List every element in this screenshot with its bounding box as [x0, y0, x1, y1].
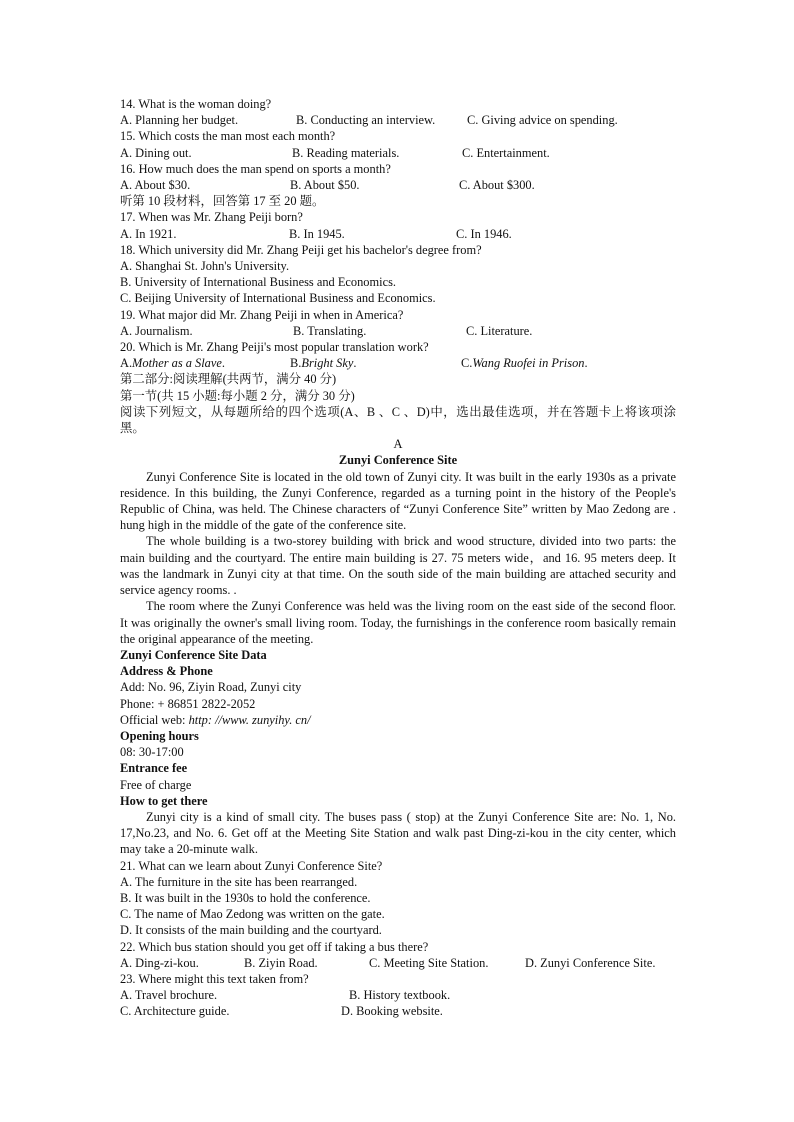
option-c: C. In 1946.	[456, 226, 512, 241]
directions-text: Zunyi city is a kind of small city. The buses pass ( stop) at the Zunyi Conference Site are: No. 1, No. 17,No.23, and No. 6. Get off at the Meeting Site Station and walk past Ding-zi-kou in the city center, which may take a 20-minute walk.	[120, 809, 676, 857]
option-b: B. It was built in the 1930s to hold the conference.	[120, 890, 371, 905]
question-17-options	[120, 226, 676, 242]
option-letter: B.	[290, 356, 302, 371]
part-2-instruction: 阅读下列短文，从每题所给的四个选项(A、B 、C 、D)中，选出最佳选项，并在答题卡上将该项涂黑。	[120, 404, 676, 436]
hours-heading: Opening hours	[120, 728, 199, 743]
question-20-stem: 20. Which is Mr. Zhang Peiji's most popular translation work?	[120, 340, 429, 355]
question-15-options	[120, 145, 676, 161]
section-10-instruction: 听第 10 段材料，回答第 17 至 20 题。	[120, 194, 325, 209]
option-a: A. About $30.	[120, 178, 191, 193]
question-16-options	[120, 177, 676, 193]
question-18-stem: 18. Which university did Mr. Zhang Peiji get his bachelor's degree from?	[120, 242, 482, 257]
option-b: B. About $50.	[290, 178, 360, 193]
option-a: A. Journalism.	[120, 323, 193, 338]
question-14-stem: 14. What is the woman doing?	[120, 97, 272, 111]
option-a: A. Travel brochure.	[120, 988, 218, 1003]
part-2-heading: 第二部分:阅读理解(共两节，满分 40 分)	[120, 372, 337, 387]
phone-text: Phone: + 86851 2822-2052	[120, 696, 256, 711]
address-text: Add: No. 96, Ziyin Road, Zunyi city	[120, 680, 302, 695]
option-b: B. Ziyin Road.	[244, 955, 318, 970]
option-a: A. Dining out.	[120, 145, 192, 160]
fee-text: Free of charge	[120, 777, 192, 792]
passage-paragraph-2: The whole building is a two-storey building with brick and wood structure, divided into two parts: the main building and the courtyard. The entire main building is 27. 75 meters wide，and 16. 95 meters deep. It was the landmark in Zunyi city at that time. On the south side of the main building are attached security and service agency rooms. .	[120, 534, 676, 598]
option-a: A. The furniture in the site has been rearranged.	[120, 874, 358, 889]
data-heading: Zunyi Conference Site Data	[120, 647, 267, 662]
part-2-section-1-heading: 第一节(共 15 小题:每小题 2 分，满分 30 分)	[120, 388, 355, 403]
question-19-stem: 19. What major did Mr. Zhang Peiji in when in America?	[120, 307, 404, 322]
option-d: D. Zunyi Conference Site.	[525, 955, 656, 970]
official-web	[120, 712, 676, 728]
question-17-stem: 17. When was Mr. Zhang Peiji born?	[120, 210, 303, 225]
option-b: B. University of International Business and Economics.	[120, 275, 396, 290]
web-label: Official web:	[120, 712, 189, 727]
question-21-stem: 21. What can we learn about Zunyi Conference Site?	[120, 858, 383, 873]
question-22-stem: 22. Which bus station should you get off if taking a bus there?	[120, 939, 429, 954]
question-19-options	[120, 323, 676, 339]
option-d: D. Booking website.	[341, 1004, 443, 1019]
hours-text: 08: 30-17:00	[120, 745, 184, 760]
option-a: A. Ding-zi-kou.	[120, 955, 199, 970]
question-20-options	[120, 355, 676, 371]
option-letter: A.	[120, 356, 133, 371]
passage-paragraph-3: The room where the Zunyi Conference was held was the living room on the east side of the second floor. It was originally the owner's small living room. Today, the furnishings in the conference room basically remain the original appearance of the meeting.	[120, 599, 676, 646]
option-punct: .	[584, 356, 588, 371]
option-c	[461, 355, 588, 371]
option-b: B. History textbook.	[349, 988, 451, 1003]
option-b: B. In 1945.	[289, 226, 345, 241]
exam-page	[120, 96, 676, 1020]
option-b: B. Translating.	[293, 323, 367, 338]
option-b: B. Reading materials.	[292, 145, 400, 160]
question-16-stem: 16. How much does the man spend on sports a month?	[120, 161, 391, 176]
question-23-stem: 23. Where might this text taken from?	[120, 971, 309, 986]
option-a: A. In 1921.	[120, 226, 177, 241]
option-punct: .	[221, 356, 225, 371]
option-a: A. Shanghai St. John's University.	[120, 259, 290, 274]
option-c: C. Architecture guide.	[120, 1004, 230, 1019]
option-a: A. Planning her budget.	[120, 113, 239, 128]
option-c: C. About $300.	[459, 178, 535, 193]
option-b	[290, 355, 461, 371]
option-letter: C.	[461, 356, 473, 371]
question-23-options	[120, 987, 676, 1003]
option-punct: .	[353, 356, 357, 371]
option-c: C. Literature.	[466, 323, 533, 338]
passage-letter: A	[393, 437, 403, 452]
work-title: Wang Ruofei in Prison	[472, 356, 585, 371]
fee-heading: Entrance fee	[120, 761, 188, 776]
passage-paragraph-1: Zunyi Conference Site is located in the old town of Zunyi city. It was built in the early 1930s as a private residence. In this building, the Zunyi Conference, regarded as a turning point in the history of the People's Republic of China, was held. The Chinese characters of “Zunyi Conference Site” written by Mao Zedong are . hung high in the middle of the gate of the conference site.	[120, 469, 676, 533]
option-c: C. Giving advice on spending.	[467, 113, 618, 128]
option-a	[120, 355, 290, 371]
option-b: B. Conducting an interview.	[296, 113, 436, 128]
directions-heading: How to get there	[120, 793, 208, 808]
question-23-options-2	[120, 1003, 676, 1019]
address-heading: Address & Phone	[120, 664, 213, 679]
work-title: Bright Sky	[301, 356, 354, 371]
option-c: C. Beijing University of International Business and Economics.	[120, 291, 436, 306]
passage-title: Zunyi Conference Site	[338, 453, 458, 468]
work-title: Mother as a Slave	[132, 356, 222, 371]
option-d: D. It consists of the main building and the courtyard.	[120, 923, 382, 938]
web-url: http: //www. zunyihy. cn/	[188, 712, 311, 727]
question-15-stem: 15. Which costs the man most each month?	[120, 129, 336, 144]
option-c: C. Meeting Site Station.	[369, 955, 489, 970]
question-22-options	[120, 955, 676, 971]
option-c: C. The name of Mao Zedong was written on the gate.	[120, 907, 385, 922]
question-14-options	[120, 112, 676, 128]
option-c: C. Entertainment.	[462, 145, 550, 160]
